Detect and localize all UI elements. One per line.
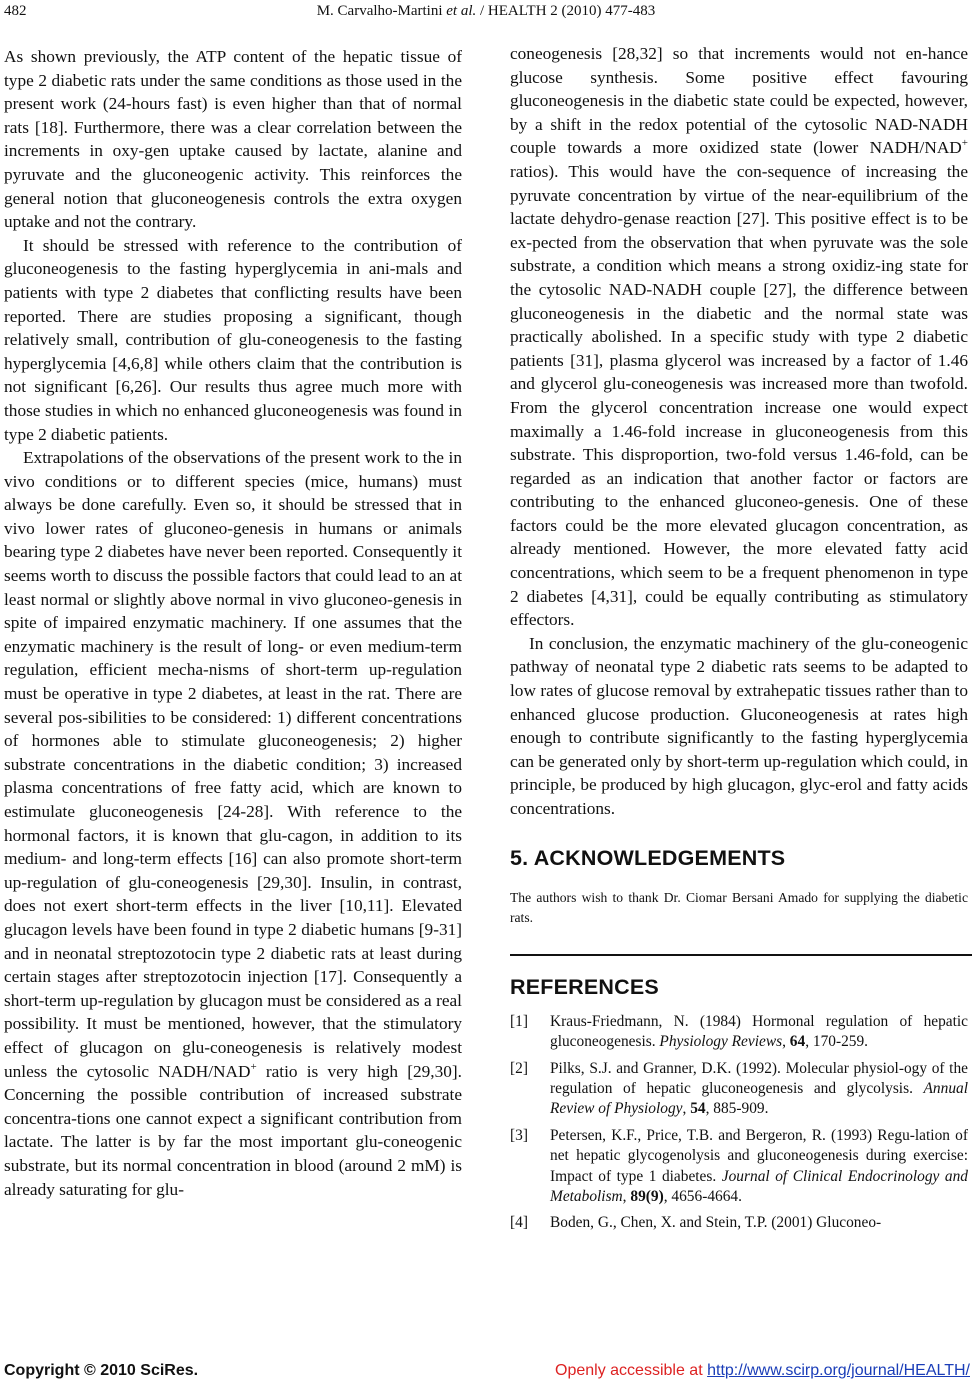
left-column [4, 45, 462, 1201]
reference-journal: Physiology Reviews [659, 1033, 783, 1051]
reference-number: [2] [510, 1059, 528, 1077]
copyright-notice: Copyright © 2010 SciRes. [4, 1362, 199, 1379]
reference-item [510, 1012, 968, 1053]
reference-authors-title: Boden, G., Chen, X. and Stein, T.P. (2001) Gluconeo- [550, 1214, 882, 1232]
reference-item [510, 1126, 968, 1208]
paragraph: In conclusion, the enzymatic machinery of the glu-coneogenic pathway of neonatal type 2 diabetic rats seems to be adapted to low rates of glucose removal by extrahepatic tissues rather than to enhanced glucose production. Gluconeogenesis at rates high enough to contribute significantly to the fasting hyperglycemia can be generated only by short-term up-regulation which could, in principle, be produced by high glucagon, glyc-erol and fatty acids concentrations. [510, 633, 968, 818]
superscript: + [961, 137, 968, 150]
reference-text [550, 1012, 968, 1053]
open-access-label: Openly accessible at [555, 1362, 708, 1379]
paragraph-text: Extrapolations of the observations of the present work to the in vivo conditions or to different species (mice, humans) must always be done carefully. Even so, it should be stressed that in vivo lower rates of gluconeo-genesis in humans or animals bearing type 2 diabetes have never been reported. Consequently it seems worth to discuss the possible factors that could lead to an at least normal or slightly above normal in vivo gluconeo-genesis in spite of impaired enzymatic machinery. If one assumes that the enzymatic machinery is the result of long- or even medium-term regulation, efficient mecha-nisms of short-term up-regulation must be operative in type 2 diabetes, at least in the rat. There are several pos-sibilities to be considered: 1) different concentrations of hormones able to stimulate gluconeogenesis; 2) higher substrate concentrations in the diabetic condition; 3) increased plasma concentrations of free fatty acid, which are known to estimulate gluconeogenesis [24-28]. With reference to the hormonal factors, it is known that glu-cagon, in addition to its medium- and long-term effects [16] can also promote short-term up-regulation of glu-coneogenesis [29,30]. Insulin, in contrast, does not exert short-term effects in the liver [10,11]. Elevated glucagon levels have been found in type 2 diabetic humans [9-31] and in neonatal streptozotocin type 2 diabetic rats at least during certain stages after streptozotocin injection [17]. Consequently a short-term up-regulation by glucagon must be considered as a real possibility. It must be mentioned, however, that the stimulatory effect of glucagon on glu-coneogenesis is relatively modest unless the cytosolic NADH/NAD [4, 448, 462, 1081]
reference-volume: 64 [789, 1033, 806, 1051]
paragraph [510, 42, 968, 632]
section-divider [510, 954, 972, 956]
reference-sep: , [682, 1100, 691, 1118]
reference-pages: , 170-259. [805, 1033, 869, 1051]
running-title-etal: et al. [446, 3, 477, 19]
paragraph-text: ratio is very high [29,30]. Concerning the possible contribution of increased substrate concentra-tions one cannot expect a significant contribution from lactate. The latter is by far the most important glu-coneogenic substrate, but its normal concentration in blood (around 2 mM) is already saturating for glu- [4, 1061, 462, 1199]
reference-authors-title: Petersen, K.F., Price, T.B. and Bergeron, R. (1993) Regu-lation of net hepatic glycogenolysis and gluconeogenesis during exercise: Impact of type 1 diabetes. [550, 1126, 968, 1185]
paragraph-text: ratios). This would have the con-sequence of increasing the pyruvate concentration by virtue of the near-equilibrium of the lactate dehydro-genase reaction [27]. This positive effect is to be ex-pected from the observation that when pyruvate was the sole substrate, a condition which means a strong oxidiz-ing state for the cytosolic NAD-NADH couple [27], the difference between gluconeogenesis in the diabetic and the normal state was practically abolished. In a specific study with type 2 diabetic patients [31], plasma glycerol was increased by a factor of 1.46 and glycerol glu-coneogenesis was increased more than twofold. From the glycerol concentration increase one would expect maximally a 1.46-fold increase in gluconeogenesis from this substrate. This disproportion, two-fold versus 1.46-fold, can be regarded as an indication that another factor or factors are contributing to the enhanced gluconeo-genesis. One of these factors could be the more elevated glucagon concentration, as already mentioned. However, the more elevated fatty acid concentrations, which seem to be a frequent phenomenon in type 2 diabetes [4,31], could be equally contributing as stimulatory effectors. [510, 161, 968, 630]
reference-item [510, 1059, 968, 1120]
journal-link[interactable]: http://www.scirp.org/journal/HEALTH/ [707, 1362, 970, 1379]
reference-authors-title: Pilks, S.J. and Granner, D.K. (1992). Molecular physiol-ogy of the regulation of hepatic gluconeogenesis and glycolysis. [550, 1059, 968, 1097]
running-title [0, 3, 972, 20]
reference-number: [4] [510, 1214, 528, 1232]
reference-text [550, 1059, 968, 1120]
paragraph [4, 446, 462, 1201]
running-title-authors: M. Carvalho-Martini [316, 3, 447, 19]
reference-list [510, 1012, 968, 1234]
paragraph: It should be stressed with reference to the contribution of gluconeogenesis to the fasting hyperglycemia in ani-mals and patients with type 2 diabetes that conflicting results have been reported. There are studies proposing a significant, though relatively small, contribution of glu-coneogenesis to the fasting hyperglycemia [4,6,8] while others claim that the contribution is not significant [6,26]. Our results thus agree much more with those studies in which no enhanced gluconeogenesis was found in type 2 diabetic patients. [4, 235, 462, 444]
acknowledgements-heading: 5. ACKNOWLEDGEMENTS [510, 845, 786, 870]
paragraph-text: coneogenesis [28,32] so that increments would not en-hance glucose synthesis. Some positive effect favouring gluconeogenesis in the diabetic state could be expected, however, by a shift in the redox potential of the cytosolic NAD-NADH couple towards a more oxidized state (lower NADH/NAD [510, 44, 968, 158]
open-access-notice [555, 1362, 970, 1380]
running-title-journal: / HEALTH 2 (2010) 477-483 [476, 3, 656, 19]
reference-volume: 54 [690, 1100, 706, 1118]
reference-pages: , 885-909. [705, 1100, 769, 1118]
reference-item [510, 1213, 968, 1233]
reference-sep: , [622, 1188, 631, 1206]
acknowledgements-text: The authors wish to thank Dr. Ciomar Bersani Amado for supplying the diabetic rats. [510, 890, 968, 926]
reference-sep: , [782, 1033, 790, 1051]
reference-pages: , 4656-4664. [663, 1188, 742, 1206]
superscript: + [250, 1060, 257, 1073]
right-column [510, 42, 968, 1240]
reference-journal: Annual Review of Physiology [550, 1080, 968, 1118]
reference-number: [3] [510, 1126, 528, 1144]
page-number: 482 [4, 3, 27, 19]
reference-journal: Journal of Clinical Endocrinology and Metabolism [550, 1167, 968, 1206]
reference-authors-title: Kraus-Friedmann, N. (1984) Hormonal regulation of hepatic gluconeogenesis. [550, 1012, 968, 1051]
reference-text [550, 1126, 968, 1208]
paragraph: As shown previously, the ATP content of the hepatic tissue of type 2 diabetic rats under the same conditions as those used in the present work (24-hours fast) is even higher than that of normal rats [18]. Furthermore, there was a clear correlation between the increments in oxy-gen uptake caused by lactate, alanine and pyruvate and the gluconeogenic activity. This reinforces the general notion that gluconeogenesis controls the extra oxygen uptake and not the contrary. [4, 47, 462, 232]
reference-volume: 89(9) [630, 1188, 664, 1206]
references-heading: REFERENCES [510, 975, 659, 1000]
reference-text [550, 1213, 968, 1233]
reference-number: [1] [510, 1012, 528, 1030]
